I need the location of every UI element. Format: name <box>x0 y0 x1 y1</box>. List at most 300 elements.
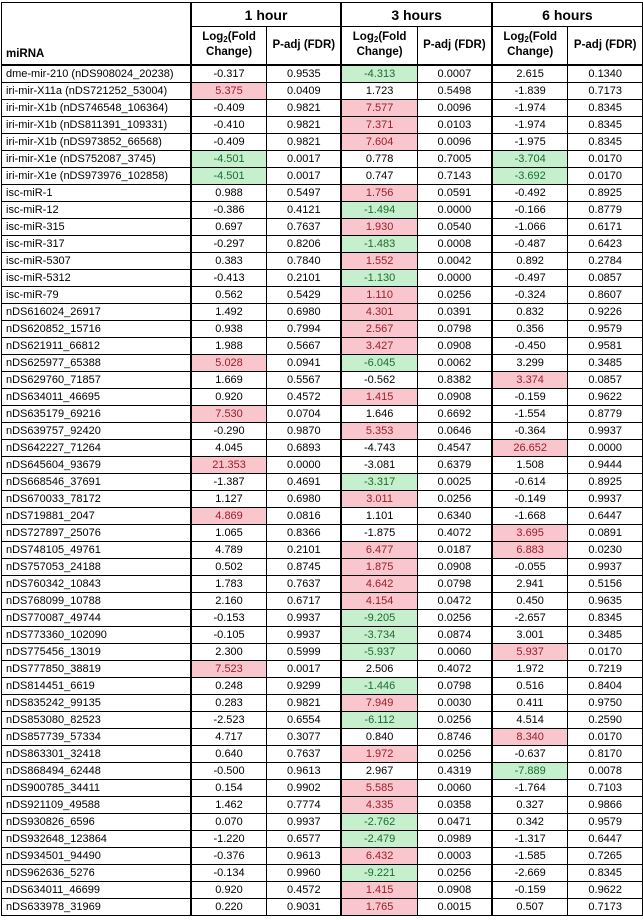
table-row <box>2 507 643 524</box>
lfc-cell-3-hours: 1.415 <box>341 388 417 405</box>
padj-cell-3-hours: 0.0060 <box>417 643 492 660</box>
lfc-cell-6-hours: -2.657 <box>492 609 568 626</box>
padj-cell-3-hours: 0.0096 <box>417 133 492 150</box>
padj-cell-6-hours: 0.0000 <box>568 439 643 456</box>
padj-cell-3-hours: 0.4319 <box>417 762 492 779</box>
lfc-cell-1-hour: -0.409 <box>191 99 267 116</box>
padj-cell-1-hour: 0.4572 <box>267 881 342 898</box>
lfc-header-suffix: (Fold Change) <box>507 31 557 59</box>
padj-cell-1-hour: 0.6577 <box>267 830 342 847</box>
lfc-cell-6-hours: -1.317 <box>492 830 568 847</box>
lfc-header-suffix: (Fold Change) <box>206 31 256 59</box>
lfc-cell-6-hours: -1.839 <box>492 82 568 99</box>
mirna-name-cell: nDS625977_65388 <box>2 354 191 371</box>
lfc-cell-3-hours: 4.642 <box>341 575 417 592</box>
padj-cell-6-hours: 0.8345 <box>568 116 643 133</box>
lfc-cell-1-hour: 21.353 <box>191 456 267 473</box>
lfc-header-suffix: (Fold Change) <box>356 31 407 59</box>
padj-cell-3-hours: 0.0908 <box>417 881 492 898</box>
table-row <box>2 337 643 354</box>
lfc-cell-6-hours: 3.299 <box>492 354 568 371</box>
lfc-cell-1-hour: 0.220 <box>191 898 267 915</box>
padj-cell-3-hours: 0.0874 <box>417 626 492 643</box>
lfc-cell-1-hour: 0.248 <box>191 677 267 694</box>
table-row <box>2 830 643 847</box>
padj-cell-3-hours: 0.4072 <box>417 524 492 541</box>
lfc-header-prefix: Log <box>202 31 224 44</box>
mirna-name-cell: isc-miR-1 <box>2 184 191 201</box>
lfc-cell-3-hours: -0.562 <box>341 371 417 388</box>
lfc-cell-3-hours: 3.427 <box>341 337 417 354</box>
lfc-cell-3-hours: 6.432 <box>341 847 417 864</box>
padj-cell-3-hours: 0.0798 <box>417 677 492 694</box>
lfc-cell-1-hour: 1.988 <box>191 337 267 354</box>
lfc-cell-1-hour: 0.920 <box>191 388 267 405</box>
lfc-cell-3-hours: -6.112 <box>341 711 417 728</box>
lfc-cell-6-hours: -0.324 <box>492 286 568 303</box>
lfc-cell-6-hours: -0.364 <box>492 422 568 439</box>
lfc-cell-1-hour: 0.562 <box>191 286 267 303</box>
lfc-cell-6-hours: 1.972 <box>492 660 568 677</box>
table-container <box>1 2 643 916</box>
lfc-cell-3-hours: 0.778 <box>341 150 417 167</box>
lfc-cell-3-hours: -9.221 <box>341 864 417 881</box>
padj-cell-6-hours: 0.6447 <box>568 830 643 847</box>
lfc-cell-1-hour: 4.717 <box>191 728 267 745</box>
lfc-cell-1-hour: 5.028 <box>191 354 267 371</box>
lfc-cell-6-hours: -0.159 <box>492 388 568 405</box>
table-row <box>2 711 643 728</box>
lfc-cell-1-hour: -0.386 <box>191 201 267 218</box>
lfc-cell-3-hours: 4.335 <box>341 796 417 813</box>
table-row <box>2 558 643 575</box>
lfc-cell-3-hours: 1.110 <box>341 286 417 303</box>
padj-cell-1-hour: 0.4121 <box>267 201 342 218</box>
table-row <box>2 881 643 898</box>
lfc-header-1-hour <box>191 27 267 65</box>
padj-cell-1-hour: 0.9821 <box>267 99 342 116</box>
padj-cell-6-hours: 0.9937 <box>568 558 643 575</box>
lfc-cell-6-hours: 5.937 <box>492 643 568 660</box>
table-row <box>2 99 643 116</box>
lfc-cell-6-hours: -1.585 <box>492 847 568 864</box>
mirna-name-cell: nDS727897_25076 <box>2 524 191 541</box>
padj-cell-6-hours: 0.3485 <box>568 626 643 643</box>
table-row <box>2 167 643 184</box>
mirna-name-cell: nDS620852_15716 <box>2 320 191 337</box>
lfc-cell-1-hour: 0.383 <box>191 252 267 269</box>
mirna-name-cell: nDS857739_57334 <box>2 728 191 745</box>
padj-cell-3-hours: 0.0472 <box>417 592 492 609</box>
padj-cell-6-hours: 0.3485 <box>568 354 643 371</box>
lfc-cell-3-hours: 1.765 <box>341 898 417 915</box>
mirna-name-cell: isc-miR-79 <box>2 286 191 303</box>
lfc-cell-1-hour: 4.789 <box>191 541 267 558</box>
mirna-name-cell: nDS773360_102090 <box>2 626 191 643</box>
padj-cell-1-hour: 0.6554 <box>267 711 342 728</box>
padj-cell-1-hour: 0.2101 <box>267 541 342 558</box>
padj-cell-3-hours: 0.0798 <box>417 320 492 337</box>
padj-cell-3-hours: 0.7005 <box>417 150 492 167</box>
padj-cell-3-hours: 0.0103 <box>417 116 492 133</box>
table-row <box>2 864 643 881</box>
padj-cell-1-hour: 0.0000 <box>267 456 342 473</box>
lfc-cell-6-hours: 0.342 <box>492 813 568 830</box>
mirna-name-cell: iri-mir-X1e (nDS752087_3745) <box>2 150 191 167</box>
padj-cell-6-hours: 0.6171 <box>568 218 643 235</box>
padj-cell-6-hours: 0.7103 <box>568 779 643 796</box>
padj-header-6-hours: P-adj (FDR) <box>568 27 643 65</box>
lfc-cell-1-hour: 4.869 <box>191 507 267 524</box>
lfc-cell-3-hours: -3.081 <box>341 456 417 473</box>
lfc-header-subscript: 2 <box>373 35 379 45</box>
mirna-name-cell: iri-mir-X1b (nDS746548_106364) <box>2 99 191 116</box>
mirna-name-cell: nDS777850_38819 <box>2 660 191 677</box>
lfc-cell-1-hour: 0.988 <box>191 184 267 201</box>
table-row <box>2 439 643 456</box>
mirna-name-cell: isc-miR-5307 <box>2 252 191 269</box>
lfc-cell-1-hour: -4.501 <box>191 167 267 184</box>
padj-cell-1-hour: 0.7637 <box>267 575 342 592</box>
mirna-name-cell: nDS642227_71264 <box>2 439 191 456</box>
padj-cell-1-hour: 0.9937 <box>267 626 342 643</box>
lfc-cell-3-hours: -3.317 <box>341 473 417 490</box>
lfc-cell-1-hour: 7.523 <box>191 660 267 677</box>
lfc-cell-6-hours: 8.340 <box>492 728 568 745</box>
padj-cell-1-hour: 0.7637 <box>267 218 342 235</box>
lfc-header-prefix: Log <box>352 31 374 44</box>
padj-cell-1-hour: 0.7840 <box>267 252 342 269</box>
table-row <box>2 252 643 269</box>
lfc-cell-6-hours: -0.055 <box>492 558 568 575</box>
lfc-header-prefix: Log <box>503 31 525 44</box>
table-row <box>2 422 643 439</box>
table-row <box>2 286 643 303</box>
table-row <box>2 235 643 252</box>
padj-cell-6-hours: 0.0170 <box>568 150 643 167</box>
padj-cell-3-hours: 0.0908 <box>417 388 492 405</box>
padj-cell-3-hours: 0.0187 <box>417 541 492 558</box>
padj-cell-6-hours: 0.8779 <box>568 405 643 422</box>
padj-cell-1-hour: 0.5999 <box>267 643 342 660</box>
lfc-cell-6-hours: -7.889 <box>492 762 568 779</box>
lfc-header-3-hours <box>341 27 417 65</box>
lfc-cell-1-hour: 0.283 <box>191 694 267 711</box>
padj-cell-6-hours: 0.2784 <box>568 252 643 269</box>
lfc-cell-6-hours: -0.497 <box>492 269 568 286</box>
padj-cell-3-hours: 0.4072 <box>417 660 492 677</box>
padj-cell-1-hour: 0.2101 <box>267 269 342 286</box>
mirna-name-cell: nDS853080_82523 <box>2 711 191 728</box>
padj-cell-1-hour: 0.9870 <box>267 422 342 439</box>
padj-cell-3-hours: 0.0000 <box>417 269 492 286</box>
padj-cell-6-hours: 0.5156 <box>568 575 643 592</box>
lfc-cell-1-hour: -4.501 <box>191 150 267 167</box>
table-row <box>2 541 643 558</box>
mirna-name-cell: iri-mir-X1e (nDS973976_102858) <box>2 167 191 184</box>
table-row <box>2 575 643 592</box>
table-row <box>2 116 643 133</box>
lfc-cell-1-hour: -0.410 <box>191 116 267 133</box>
table-row <box>2 660 643 677</box>
lfc-cell-3-hours: 1.552 <box>341 252 417 269</box>
lfc-cell-6-hours: 2.615 <box>492 65 568 83</box>
lfc-cell-6-hours: -0.614 <box>492 473 568 490</box>
padj-cell-3-hours: 0.6340 <box>417 507 492 524</box>
lfc-cell-6-hours: -0.637 <box>492 745 568 762</box>
padj-cell-3-hours: 0.0007 <box>417 65 492 83</box>
lfc-cell-6-hours: 3.374 <box>492 371 568 388</box>
table-row <box>2 898 643 915</box>
table-row <box>2 133 643 150</box>
group-header-1-hour: 1 hour <box>191 3 342 27</box>
lfc-cell-3-hours: 7.371 <box>341 116 417 133</box>
corner-cell <box>2 3 191 27</box>
mirna-name-cell: nDS670033_78172 <box>2 490 191 507</box>
table-row <box>2 388 643 405</box>
lfc-cell-6-hours: -0.492 <box>492 184 568 201</box>
table-row <box>2 303 643 320</box>
table-row <box>2 371 643 388</box>
lfc-cell-3-hours: -1.875 <box>341 524 417 541</box>
padj-cell-6-hours: 0.0170 <box>568 643 643 660</box>
lfc-cell-1-hour: 1.783 <box>191 575 267 592</box>
padj-cell-6-hours: 0.9444 <box>568 456 643 473</box>
padj-cell-6-hours: 0.7265 <box>568 847 643 864</box>
lfc-cell-3-hours: 2.506 <box>341 660 417 677</box>
lfc-cell-3-hours: -6.045 <box>341 354 417 371</box>
mirna-name-cell: iri-mir-X11a (nDS721252_53004) <box>2 82 191 99</box>
lfc-cell-1-hour: 1.462 <box>191 796 267 813</box>
mirna-name-cell: nDS900785_34411 <box>2 779 191 796</box>
padj-cell-3-hours: 0.0256 <box>417 286 492 303</box>
lfc-cell-1-hour: -0.290 <box>191 422 267 439</box>
lfc-cell-3-hours: -5.937 <box>341 643 417 660</box>
padj-cell-6-hours: 0.9866 <box>568 796 643 813</box>
padj-cell-6-hours: 0.8779 <box>568 201 643 218</box>
padj-cell-3-hours: 0.0015 <box>417 898 492 915</box>
lfc-cell-1-hour: 0.640 <box>191 745 267 762</box>
lfc-cell-3-hours: -2.762 <box>341 813 417 830</box>
lfc-cell-3-hours: 0.747 <box>341 167 417 184</box>
lfc-cell-6-hours: 0.411 <box>492 694 568 711</box>
padj-cell-6-hours: 0.9622 <box>568 881 643 898</box>
padj-cell-3-hours: 0.0256 <box>417 490 492 507</box>
mirna-name-cell: nDS814451_6619 <box>2 677 191 694</box>
mirna-name-cell: isc-miR-5312 <box>2 269 191 286</box>
lfc-cell-6-hours: -3.704 <box>492 150 568 167</box>
lfc-cell-6-hours: 0.327 <box>492 796 568 813</box>
lfc-cell-3-hours: 1.875 <box>341 558 417 575</box>
padj-cell-3-hours: 0.0908 <box>417 558 492 575</box>
padj-cell-6-hours: 0.9937 <box>568 422 643 439</box>
lfc-cell-6-hours: 0.892 <box>492 252 568 269</box>
padj-cell-3-hours: 0.0042 <box>417 252 492 269</box>
mirna-name-cell: nDS639757_92420 <box>2 422 191 439</box>
table-row <box>2 643 643 660</box>
lfc-cell-3-hours: 2.567 <box>341 320 417 337</box>
padj-cell-1-hour: 0.6893 <box>267 439 342 456</box>
padj-cell-1-hour: 0.6717 <box>267 592 342 609</box>
lfc-cell-3-hours: 5.353 <box>341 422 417 439</box>
table-row <box>2 201 643 218</box>
table-row <box>2 184 643 201</box>
lfc-cell-1-hour: -2.523 <box>191 711 267 728</box>
lfc-cell-1-hour: -1.387 <box>191 473 267 490</box>
lfc-cell-3-hours: 4.154 <box>341 592 417 609</box>
mirna-name-cell: nDS668546_37691 <box>2 473 191 490</box>
padj-cell-6-hours: 0.8345 <box>568 133 643 150</box>
lfc-cell-6-hours: -1.668 <box>492 507 568 524</box>
lfc-cell-3-hours: -4.743 <box>341 439 417 456</box>
lfc-cell-3-hours: 0.840 <box>341 728 417 745</box>
padj-cell-1-hour: 0.6980 <box>267 490 342 507</box>
lfc-cell-1-hour: -0.500 <box>191 762 267 779</box>
lfc-cell-1-hour: -0.153 <box>191 609 267 626</box>
lfc-cell-3-hours: -1.483 <box>341 235 417 252</box>
table-row <box>2 813 643 830</box>
padj-cell-6-hours: 0.8345 <box>568 864 643 881</box>
padj-cell-3-hours: 0.0060 <box>417 779 492 796</box>
padj-cell-1-hour: 0.8366 <box>267 524 342 541</box>
mirna-name-cell: nDS934501_94490 <box>2 847 191 864</box>
lfc-cell-6-hours: -0.159 <box>492 881 568 898</box>
lfc-cell-3-hours: 1.723 <box>341 82 417 99</box>
padj-cell-6-hours: 0.8925 <box>568 184 643 201</box>
lfc-cell-6-hours: 26.652 <box>492 439 568 456</box>
padj-cell-1-hour: 0.0017 <box>267 660 342 677</box>
mirna-expression-table <box>1 2 643 916</box>
lfc-cell-1-hour: 2.300 <box>191 643 267 660</box>
lfc-cell-1-hour: -0.376 <box>191 847 267 864</box>
table-row <box>2 626 643 643</box>
padj-cell-1-hour: 0.5497 <box>267 184 342 201</box>
mirna-name-cell: nDS775456_13019 <box>2 643 191 660</box>
table-row <box>2 269 643 286</box>
lfc-cell-1-hour: 1.669 <box>191 371 267 388</box>
mirna-name-cell: nDS629760_71857 <box>2 371 191 388</box>
padj-cell-3-hours: 0.0358 <box>417 796 492 813</box>
padj-cell-6-hours: 0.0891 <box>568 524 643 541</box>
padj-cell-3-hours: 0.0471 <box>417 813 492 830</box>
padj-cell-1-hour: 0.5567 <box>267 371 342 388</box>
mirna-name-cell: nDS962636_5276 <box>2 864 191 881</box>
padj-cell-1-hour: 0.3077 <box>267 728 342 745</box>
mirna-name-cell: iri-mir-X1b (nDS973852_66568) <box>2 133 191 150</box>
lfc-cell-3-hours: 1.646 <box>341 405 417 422</box>
lfc-cell-6-hours: 1.508 <box>492 456 568 473</box>
padj-cell-1-hour: 0.6980 <box>267 303 342 320</box>
padj-cell-1-hour: 0.8206 <box>267 235 342 252</box>
padj-cell-6-hours: 0.2590 <box>568 711 643 728</box>
lfc-cell-6-hours: 0.507 <box>492 898 568 915</box>
mirna-name-cell: nDS616024_26917 <box>2 303 191 320</box>
padj-cell-3-hours: 0.5498 <box>417 82 492 99</box>
lfc-cell-6-hours: 6.883 <box>492 541 568 558</box>
table-row <box>2 779 643 796</box>
lfc-cell-1-hour: -1.220 <box>191 830 267 847</box>
lfc-cell-1-hour: -0.297 <box>191 235 267 252</box>
padj-cell-1-hour: 0.9902 <box>267 779 342 796</box>
mirna-name-cell: nDS770087_49744 <box>2 609 191 626</box>
padj-cell-6-hours: 0.8345 <box>568 99 643 116</box>
lfc-cell-1-hour: 0.070 <box>191 813 267 830</box>
padj-cell-1-hour: 0.4572 <box>267 388 342 405</box>
mirna-name-cell: isc-miR-12 <box>2 201 191 218</box>
lfc-cell-6-hours: -1.764 <box>492 779 568 796</box>
mirna-name-cell: nDS635179_69216 <box>2 405 191 422</box>
lfc-cell-1-hour: 0.502 <box>191 558 267 575</box>
padj-cell-1-hour: 0.9960 <box>267 864 342 881</box>
mirna-name-cell: nDS932648_123864 <box>2 830 191 847</box>
padj-cell-1-hour: 0.9821 <box>267 133 342 150</box>
mirna-name-cell: nDS930826_6596 <box>2 813 191 830</box>
lfc-cell-6-hours: -3.692 <box>492 167 568 184</box>
lfc-cell-1-hour: 4.045 <box>191 439 267 456</box>
lfc-cell-1-hour: -0.134 <box>191 864 267 881</box>
padj-cell-3-hours: 0.0062 <box>417 354 492 371</box>
padj-cell-3-hours: 0.6379 <box>417 456 492 473</box>
lfc-header-6-hours <box>492 27 568 65</box>
lfc-cell-6-hours: -1.974 <box>492 99 568 116</box>
lfc-cell-1-hour: 1.127 <box>191 490 267 507</box>
padj-cell-6-hours: 0.8404 <box>568 677 643 694</box>
padj-cell-6-hours: 0.9579 <box>568 320 643 337</box>
padj-cell-1-hour: 0.9937 <box>267 813 342 830</box>
lfc-cell-6-hours: -1.554 <box>492 405 568 422</box>
mirna-name-cell: nDS719881_2047 <box>2 507 191 524</box>
lfc-cell-1-hour: 0.920 <box>191 881 267 898</box>
lfc-cell-3-hours: 1.972 <box>341 745 417 762</box>
padj-cell-6-hours: 0.9622 <box>568 388 643 405</box>
lfc-cell-1-hour: 5.375 <box>191 82 267 99</box>
lfc-cell-6-hours: -1.975 <box>492 133 568 150</box>
mirna-name-cell: nDS921109_49588 <box>2 796 191 813</box>
padj-cell-3-hours: 0.0540 <box>417 218 492 235</box>
lfc-cell-1-hour: -0.105 <box>191 626 267 643</box>
lfc-cell-1-hour: 0.154 <box>191 779 267 796</box>
lfc-cell-6-hours: -2.669 <box>492 864 568 881</box>
padj-cell-6-hours: 0.7219 <box>568 660 643 677</box>
padj-header-1-hour: P-adj (FDR) <box>267 27 342 65</box>
lfc-cell-6-hours: -0.487 <box>492 235 568 252</box>
mirna-name-cell: nDS621911_66812 <box>2 337 191 354</box>
mirna-name-cell: isc-miR-317 <box>2 235 191 252</box>
table-row <box>2 405 643 422</box>
mirna-name-cell: iri-mir-X1b (nDS811391_109331) <box>2 116 191 133</box>
padj-cell-6-hours: 0.6447 <box>568 507 643 524</box>
padj-cell-3-hours: 0.0256 <box>417 609 492 626</box>
padj-cell-3-hours: 0.8382 <box>417 371 492 388</box>
padj-cell-6-hours: 0.0230 <box>568 541 643 558</box>
lfc-cell-3-hours: -1.130 <box>341 269 417 286</box>
padj-cell-3-hours: 0.0030 <box>417 694 492 711</box>
mirna-name-cell: nDS748105_49761 <box>2 541 191 558</box>
lfc-cell-1-hour: 1.492 <box>191 303 267 320</box>
table-row <box>2 65 643 83</box>
table-row <box>2 847 643 864</box>
mirna-name-cell: isc-miR-315 <box>2 218 191 235</box>
padj-cell-1-hour: 0.9031 <box>267 898 342 915</box>
lfc-header-subscript: 2 <box>524 35 529 45</box>
mirna-column-header: miRNA <box>2 27 191 65</box>
lfc-cell-6-hours: -0.450 <box>492 337 568 354</box>
table-row <box>2 677 643 694</box>
mirna-name-cell: nDS645604_93679 <box>2 456 191 473</box>
mirna-name-cell: nDS760342_10843 <box>2 575 191 592</box>
table-body <box>2 65 643 916</box>
table-row <box>2 796 643 813</box>
